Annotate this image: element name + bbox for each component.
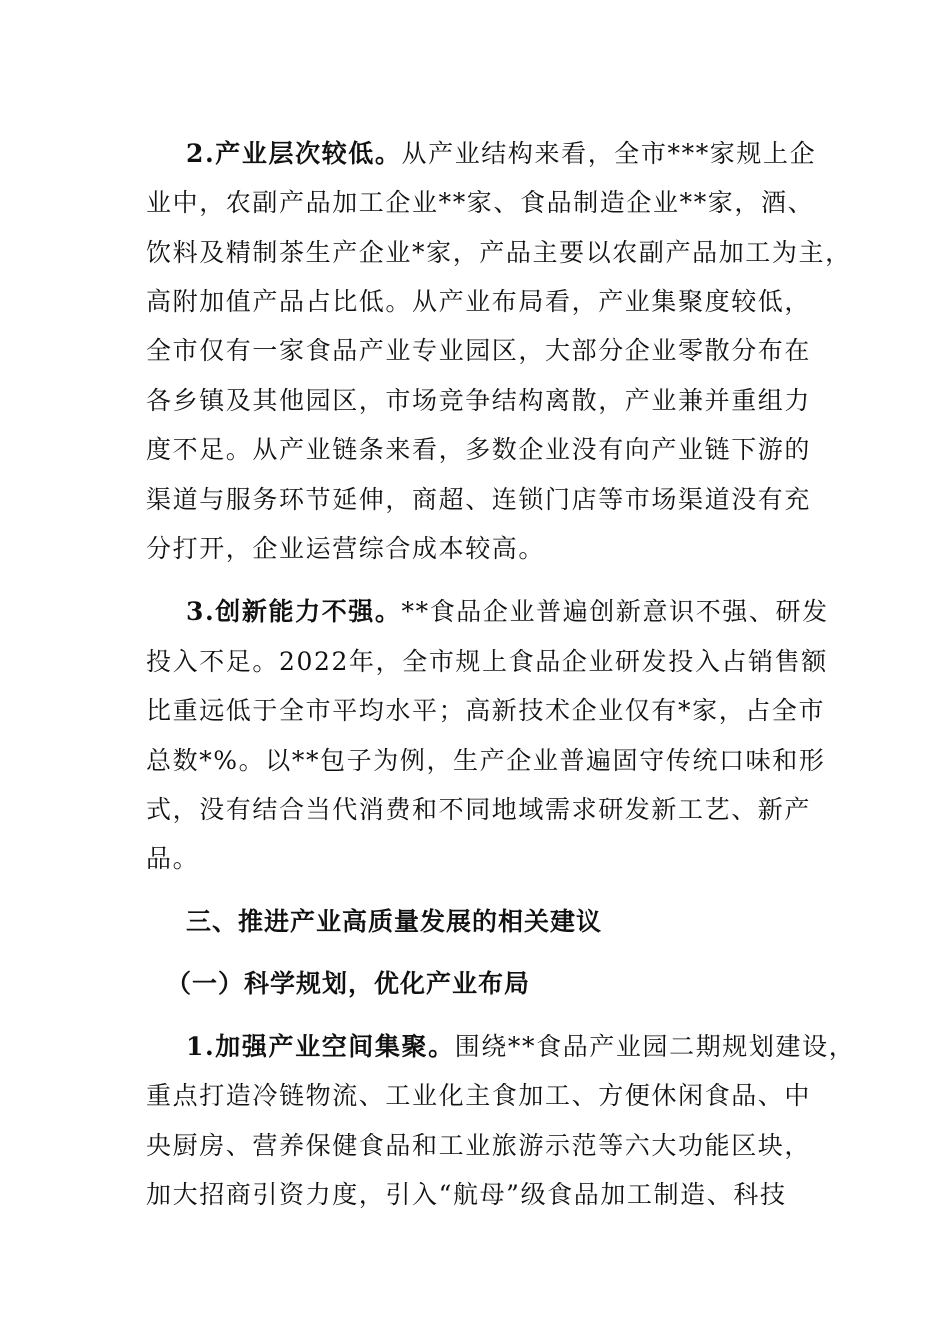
paragraph-3-line-1 [186, 596, 829, 628]
paragraph-2-line-6: 各乡镇及其他园区，市场竞争结构离散，产业兼并重组力 [146, 386, 812, 415]
paragraph-4-lead: 1.加强产业空间集聚。 [186, 1032, 455, 1061]
paragraph-2-line-7: 度不足。从产业链条来看，多数企业没有向产业链下游的 [146, 435, 812, 464]
paragraph-2-line-3: 饮料及精制茶生产企业*家，产品主要以农副产品加工为主， [146, 238, 852, 267]
paragraph-3-text: **食品企业普遍创新意识不强、研发 [401, 597, 829, 626]
paragraph-4-line-2: 重点打造冷链物流、工业化主食加工、方便休闲食品、中 [146, 1081, 812, 1110]
paragraph-4-text: 围绕**食品产业园二期规划建设， [454, 1032, 856, 1061]
section-heading: 三、推进产业高质量发展的相关建议 [186, 907, 603, 936]
paragraph-3-line-4: 总数*%。以**包子为例，生产企业普遍固守传统口味和形 [146, 746, 826, 775]
paragraph-2-line-2: 业中，农副产品加工企业**家、食品制造企业**家，酒、 [146, 188, 815, 217]
paragraph-2-line-9: 分打开，企业运营综合成本较高。 [146, 534, 546, 563]
paragraph-4-line-4: 加大招商引资力度，引入“航母”级食品加工制造、科技 [146, 1180, 787, 1209]
paragraph-2-line-1 [186, 138, 826, 170]
paragraph-3-line-2: 投入不足。2022年，全市规上食品企业研发投入占销售额 [146, 647, 828, 676]
paragraph-4-line-1 [186, 1031, 856, 1063]
paragraph-3-line-3: 比重远低于全市平均水平；高新技术企业仅有*家，占全市 [146, 696, 826, 725]
paragraph-2-lead: 2.产业层次较低。 [186, 139, 402, 168]
paragraph-4-line-3: 央厨房、营养保健食品和工业旅游示范等六大功能区块， [146, 1131, 812, 1160]
sub-heading: （一）科学规划，优化产业布局 [166, 969, 531, 998]
paragraph-3-line-6: 品。 [146, 844, 200, 873]
paragraph-2-line-5: 全市仅有一家食品产业专业园区，大部分企业零散分布在 [146, 336, 812, 365]
paragraph-2-text: 从产业结构来看，全市***家规上企 [401, 139, 817, 168]
paragraph-2-line-8: 渠道与服务环节延伸，商超、连锁门店等市场渠道没有充 [146, 485, 812, 514]
paragraph-3-line-5: 式，没有结合当代消费和不同地域需求研发新工艺、新产 [146, 795, 812, 824]
paragraph-2-line-4: 高附加值产品占比低。从产业布局看，产业集聚度较低， [146, 287, 812, 316]
paragraph-3-lead: 3.创新能力不强。 [186, 597, 402, 626]
